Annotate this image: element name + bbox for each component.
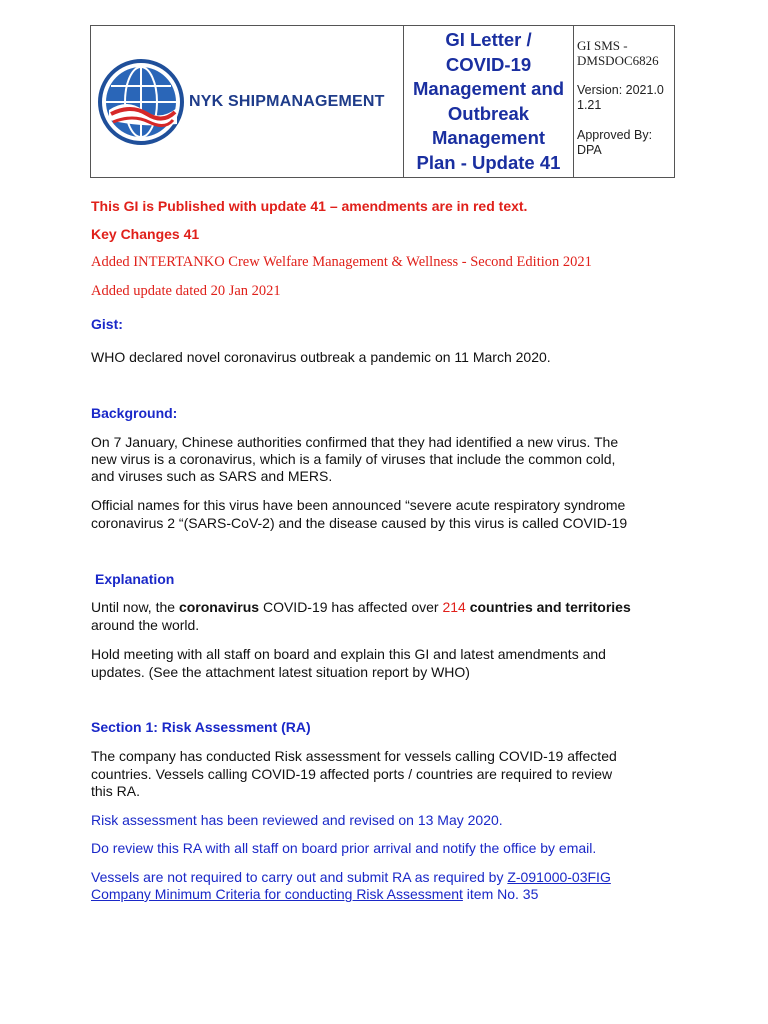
key-change-item: Added update dated 20 Jan 2021	[91, 283, 281, 299]
section-1-text: countries. Vessels calling COVID-19 affected ports / countries are required to review	[91, 766, 613, 782]
doc-code-line: GI SMS -	[577, 38, 628, 53]
background-text: On 7 January, Chinese authorities confirmed that they had identified a new virus. The	[91, 434, 619, 450]
doc-code-line: DMSDOC6826	[577, 53, 659, 68]
ra-criteria-link[interactable]: Company Minimum Criteria for conducting Risk Assessment	[91, 886, 463, 902]
document-meta	[574, 26, 674, 177]
published-notice: This GI is Published with update 41 – amendments are in red text.	[91, 198, 528, 214]
section-1-requirement	[91, 885, 538, 903]
explanation-text: Hold meeting with all staff on board and explain this GI and latest amendments and	[91, 646, 606, 662]
title-line: Plan - Update 41	[416, 151, 561, 173]
background-heading: Background:	[91, 405, 178, 421]
company-name: NYK SHIPMANAGEMENT	[189, 92, 385, 110]
section-1-instruction: Do review this RA with all staff on board prior arrival and notify the office by email.	[91, 840, 597, 856]
background-text: new virus is a coronavirus, which is a family of viruses that include the common cold,	[91, 451, 616, 467]
countries-count: 214	[442, 599, 466, 615]
ra-form-link[interactable]: Z-091000-03FIG	[507, 869, 611, 885]
logo-cell	[91, 26, 404, 177]
key-changes-heading: Key Changes 41	[91, 226, 200, 242]
text-run: item No. 35	[462, 886, 539, 902]
background-text: coronavirus 2 “(SARS-CoV-2) and the disease caused by this virus is called COVID-19	[91, 515, 628, 531]
nyk-globe-logo-icon	[97, 58, 185, 146]
section-1-text: The company has conducted Risk assessment for vessels calling COVID-19 affected	[91, 748, 617, 764]
explanation-heading: Explanation	[95, 571, 175, 587]
document-title	[404, 26, 574, 177]
text-run: coronavirus	[178, 599, 260, 615]
title-line: Management and	[412, 78, 565, 99]
explanation-text	[91, 598, 631, 616]
background-text: Official names for this virus have been announced “severe acute respiratory syndrome	[91, 497, 626, 513]
approved-by-line: Approved By:	[577, 128, 653, 142]
document-header-table	[90, 25, 675, 178]
version-line: Version: 2021.0	[577, 83, 664, 97]
explanation-text: around the world.	[91, 617, 200, 633]
title-line: Outbreak	[447, 102, 530, 124]
title-line: COVID-19	[445, 53, 532, 75]
text-run: COVID-19 has affected over	[259, 599, 443, 615]
title-line: Management	[431, 127, 546, 148]
section-1-requirement	[91, 868, 611, 886]
section-1-text: this RA.	[91, 783, 141, 799]
key-change-item: Added INTERTANKO Crew Welfare Management & Wellness - Second Edition 2021	[91, 254, 592, 270]
text-run: Until now, the	[91, 599, 179, 615]
section-1-revision-note: Risk assessment has been reviewed and revised on 13 May 2020.	[91, 812, 503, 828]
text-run: Vessels are not required to carry out and submit RA as required by	[91, 869, 508, 885]
gist-text: WHO declared novel coronavirus outbreak a pandemic on 11 March 2020.	[91, 349, 551, 365]
background-text: and viruses such as SARS and MERS.	[91, 468, 333, 484]
approved-by-line: DPA	[577, 143, 602, 157]
text-run: countries and territories	[465, 599, 631, 615]
version-line: 1.21	[577, 98, 602, 112]
explanation-text: updates. (See the attachment latest situation report by WHO)	[91, 664, 470, 680]
section-1-heading: Section 1: Risk Assessment (RA)	[91, 719, 311, 735]
gist-heading: Gist:	[91, 316, 123, 332]
title-line: GI Letter /	[445, 29, 532, 50]
